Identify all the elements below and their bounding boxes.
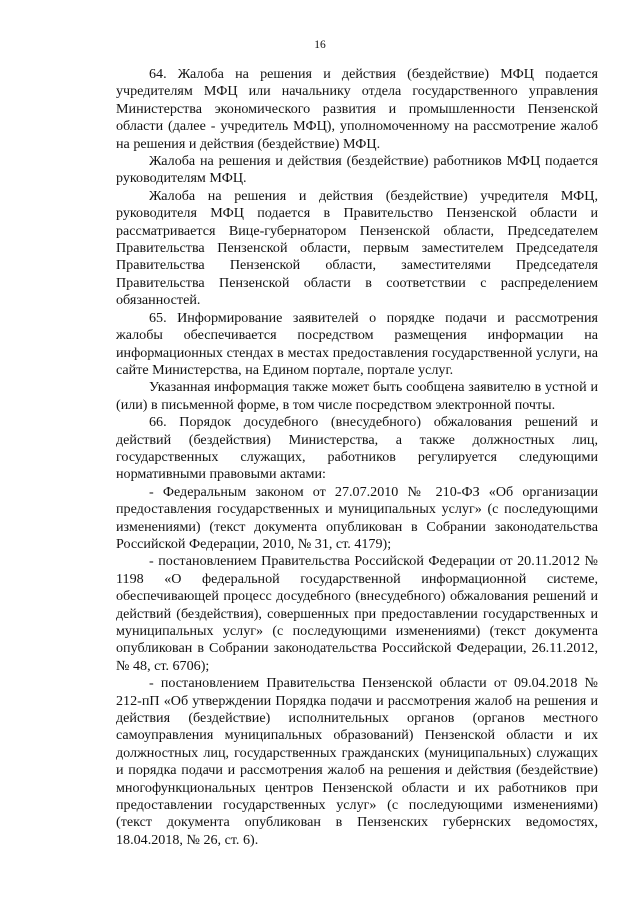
paragraph-65-informing: 65. Информирование заявителей о порядке подачи и рассмотрения жалобы обеспечивается посредством размещения информации на информационных стендах в местах предоставления государственной услуги, на сайте Министерства, на Едином портале, портале услуг. <box>116 309 598 378</box>
paragraph-64-complaint-mfc: 64. Жалоба на решения и действия (бездействие) МФЦ подается учредителям МФЦ или начальнику отдела государственного управления Министерства экономического развития и промышленности Пензенской области (далее - учредитель МФЦ), уполномоченному на рассмотрение жалоб на решения и действия (бездействие) МФЦ. <box>116 66 598 152</box>
page-number: 16 <box>314 39 326 51</box>
list-item-penza-decree-212: - постановлением Правительства Пензенской области от 09.04.2018 № 212-пП «Об утверждении Порядка подачи и рассмотрения жалоб на решения и действия (бездействие) исполнительных органов (органов местного самоуправления муниципальных образований) Пензенской области и их должностных лиц, государственных гражданских (муниципальных) служащих и порядка подачи и рассмотрения жалоб на решения и действия (бездействие) многофункциональных центров Пензенской области и их работников при предоставлении государственных услуг» (с последующими изменениями) (текст документа опубликован в Пензенских губернских ведомостях, 18.04.2018, № 26, ст. 6). <box>116 675 598 848</box>
list-item-government-decree-1198: - постановлением Правительства Российской Федерации от 20.11.2012 № 1198 «О федеральной государственной информационной системе, обеспечивающей процесс досудебного (внесудебного) обжалования решений и действий (бездействия), совершенных при предоставлении государственных и муниципальных услуг» (с последующими изменениями) (текст документа опубликован в Собрании законодательства Российской Федерации, 26.11.2012, № 48, ст. 6706); <box>116 553 598 674</box>
list-item-federal-law-210: - Федеральным законом от 27.07.2010 № 210-ФЗ «Об организации предоставления государственных и муниципальных услуг» (с последующими изменениями) (текст документа опубликован в Собрании законодательства Российской Федерации, 2010, № 31, ст. 4179); <box>116 483 598 552</box>
paragraph-information-oral-written: Указанная информация также может быть сообщена заявителю в устной и (или) в письменной форме, в том числе посредством электронной почты. <box>116 379 598 413</box>
paragraph-complaint-mfc-workers: Жалоба на решения и действия (бездействие) работников МФЦ подается руководителям МФЦ. <box>116 153 598 187</box>
paragraph-complaint-mfc-founder: Жалоба на решения и действия (бездействие) учредителя МФЦ, руководителя МФЦ подается в Правительство Пензенской области и рассматривается Вице-губернатором Пензенской области, Председателем Правительства Пензенской области, первым заместителем Председателя Правительства Пензенской области, заместителями Председателя Правительства Пензенской области в соответствии с распределением обязанностей. <box>116 187 598 309</box>
paragraph-66-appeal-procedure: 66. Порядок досудебного (внесудебного) обжалования решений и действий (бездействия) Министерства, а также должностных лиц, государственных служащих, работников регулируется следующими нормативными правовыми актами: <box>116 414 598 483</box>
document-body <box>116 66 598 849</box>
